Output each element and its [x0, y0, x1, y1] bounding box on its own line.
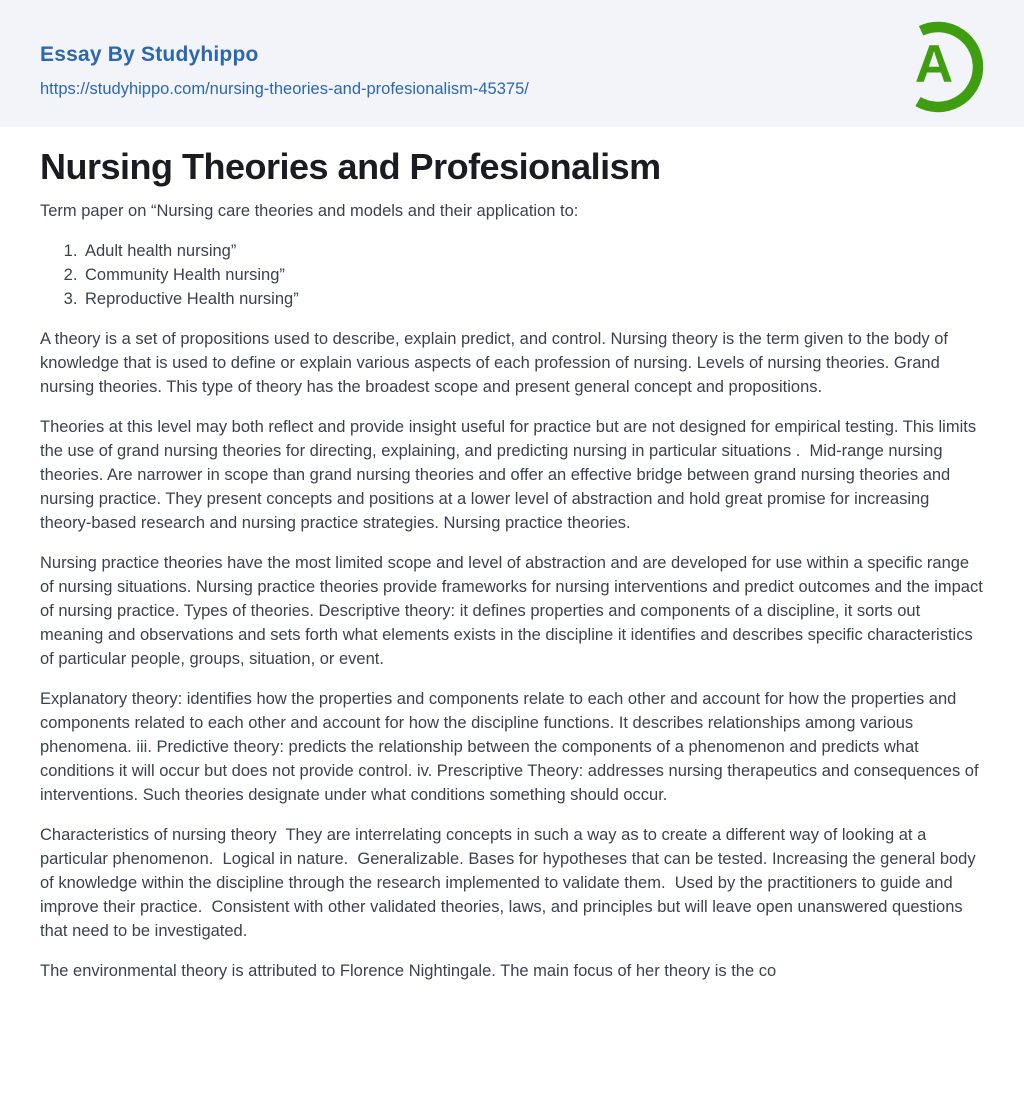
essay-content	[0, 145, 1024, 1023]
site-title: Essay By Studyhippo	[40, 43, 259, 66]
intro-paragraph: Term paper on “Nursing care theories and models and their application to:	[40, 202, 579, 220]
topics-list	[40, 239, 984, 311]
essay-title: Nursing Theories and Profesionalism	[40, 146, 661, 187]
topic-item-reproductive-health: 3. Reproductive Health nursing”	[82, 287, 984, 311]
studyhippo-a-icon	[892, 21, 984, 113]
essay-paragraph-4: Explanatory theory: identifies how the properties and components relate to each other and account for how the properties and components related to each other and account for how the discipline functions. It describes relationships among various phenomena. iii. Predictive theory: predicts the relationship between the components of a phenomenon and predicts what conditions it will occur but does not provide control. iv. Prescriptive Theory: addresses nursing therapeutics and consequences of interventions. Such theories designate under what conditions something should occur.	[40, 690, 984, 804]
topic-item-adult-health: 1. Adult health nursing”	[82, 239, 984, 263]
essay-paragraph-5: Characteristics of nursing theory They are interrelating concepts in such a way as to create a different way of looking at a particular phenomenon. Logical in nature. Generalizable. Bases for hypotheses that can be tested. Increasing the general body of knowledge within the discipline through the research implemented to validate them. Used by the practitioners to guide and improve their practice. Consistent with other validated theories, laws, and principles but will leave open unanswered questions that need to be investigated.	[40, 826, 981, 940]
essay-paragraph-3: Nursing practice theories have the most limited scope and level of abstraction and are developed for use within a specific range of nursing situations. Nursing practice theories provide frameworks for nursing interventions and predict outcomes and the impact of nursing practice. Types of theories. Descriptive theory: it defines properties and components of a discipline, it sorts out meaning and observations and sets forth what elements exists in the discipline it identifies and describes specific characteristics of particular people, groups, situation, or event.	[40, 554, 988, 668]
essay-paragraph-1: A theory is a set of propositions used to describe, explain predict, and control. Nursing theory is the term given to the body of knowledge that is used to define or explain various aspects of each profession of nursing. Levels of nursing theories. Grand nursing theories. This type of theory has the broadest scope and present general concept and propositions.	[40, 330, 953, 396]
essay-paragraph-2: Theories at this level may both reflect and provide insight useful for practice but are not designed for empirical testing. This limits the use of grand nursing theories for directing, explaining, and predicting nursing in particular situations . Mid-range nursing theories. Are narrower in scope than grand nursing theories and offer an effective bridge between grand nursing theories and nursing practice. They present concepts and positions at a lower level of abstraction and hold great promise for increasing theory-based research and nursing practice strategies. Nursing practice theories.	[40, 418, 981, 532]
studyhippo-logo[interactable]	[892, 21, 984, 113]
document-header	[0, 0, 1024, 127]
logo-letter: A	[914, 35, 954, 94]
essay-paragraph-6-truncated: The environmental theory is attributed to Florence Nightingale. The main focus of her theory is the co	[40, 962, 777, 980]
source-url-link[interactable]: https://studyhippo.com/nursing-theories-and-profesionalism-45375/	[40, 80, 529, 98]
topic-item-community-health: 2. Community Health nursing”	[82, 263, 984, 287]
